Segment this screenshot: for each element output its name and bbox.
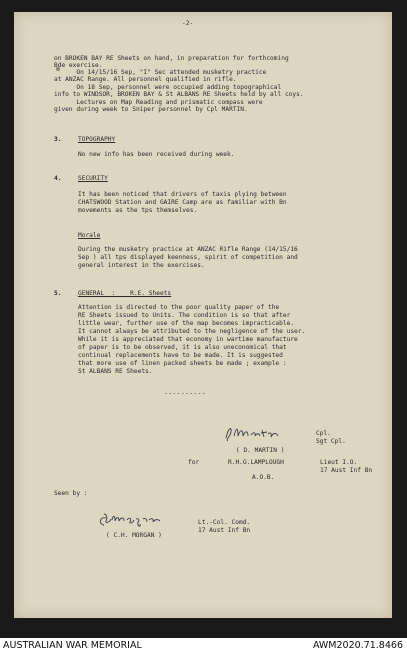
- section-line: It has been noticed that drivers of taxis plying between: [78, 191, 287, 198]
- section-heading: Morale: [78, 232, 101, 239]
- section-line: general interest in the exercises.: [78, 262, 205, 269]
- seen-by-label: Seen by :: [54, 490, 88, 497]
- section-number: 3.: [54, 136, 62, 143]
- signer-name: ( D. MARTIN ): [236, 447, 285, 454]
- seen-by-unit: 17 Aust Inf Bn: [198, 527, 251, 534]
- morgan-signature: [96, 508, 166, 532]
- section-line: Sep ) all tps displayed keenness, spirit of competition and: [78, 254, 298, 261]
- section-line: Attention is directed to the poor quality paper of the: [78, 304, 280, 311]
- page-number: -2-: [182, 20, 194, 27]
- officer-unit: 17 Aust Inf Bn: [320, 467, 373, 474]
- document-page: [14, 12, 392, 618]
- section-line: No new info has been received during week.: [78, 151, 235, 158]
- intro-line: on BROKEN BAY RE Sheets on hand, in preparation for forthcoming: [54, 55, 289, 62]
- intro-line: at ANZAC Range. All personnel qualified in rifle.: [54, 76, 237, 83]
- intro-line: given during week to Sniper personnel by Cpl MARTIN.: [54, 106, 248, 113]
- caption-bar: [0, 638, 407, 653]
- rank-second: Sgt Cpl.: [316, 438, 346, 445]
- section-heading: SECURITY: [78, 175, 108, 182]
- for-name: R.H.G.LAMPLOUGH: [228, 459, 284, 466]
- section-heading: GENERAL : R.E. Sheets: [78, 290, 172, 297]
- section-heading: TOPOGRAPHY: [78, 136, 116, 143]
- section-line: It cannot always be attributed to the negligence of the user.: [78, 328, 306, 335]
- officer-title: Lieut I.O.: [320, 459, 358, 466]
- intro-line: On 18 Sep, personnel were occupied adding topographical: [54, 84, 282, 91]
- seen-by-title: Lt.-Col. Comd.: [198, 519, 251, 526]
- intro-line: On 14/15/16 Sep, "I" Sec attended musketry practice: [54, 69, 267, 76]
- seen-by-name: ( C.H. MORGAN ): [106, 532, 162, 539]
- intro-line: info to WINDSOR, BROKEN BAY & St ALBANS RE Sheets held by all coys.: [54, 91, 304, 98]
- intro-line: Bde exercise.: [54, 62, 103, 69]
- section-line: that more use of linen packed sheets be made ; example :: [78, 360, 287, 367]
- section-line: RE Sheets issued to Units. The condition is so that after: [78, 312, 291, 319]
- section-number: 4.: [54, 175, 62, 182]
- caption-institution: AUSTRALIAN WAR MEMORIAL: [3, 640, 142, 651]
- section-line: During the musketry practice at ANZAC Rifle Range (14/15/16: [78, 246, 298, 253]
- section-line: movements as the tps themselves.: [78, 207, 198, 214]
- section-number: 5.: [54, 290, 62, 297]
- caption-accession-number: AWM2020.71.8466: [312, 640, 403, 651]
- intro-line: Lectures on Map Reading and prismatic compass were: [54, 99, 263, 106]
- section-line: of paper is to be observed, it is also uneconomical that: [78, 344, 287, 351]
- martin-signature: [222, 422, 284, 444]
- section-line: While it is appreciated that economy in wartime manufacture: [78, 336, 298, 343]
- section-line: CHATSWOOD Station and GAIRE Camp are as familiar with Bn: [78, 199, 287, 206]
- for-label: for: [188, 459, 200, 466]
- unit-abbrev: A.O.B.: [252, 474, 275, 481]
- section-line: little wear, further use of the map becomes impracticable.: [78, 320, 295, 327]
- rank-top: Cpl.: [316, 430, 331, 437]
- section-line: continual replacements have to be made. It is suggested: [78, 352, 283, 359]
- section-line: St ALBANS RE Sheets.: [78, 368, 153, 375]
- divider: ----------: [164, 390, 207, 397]
